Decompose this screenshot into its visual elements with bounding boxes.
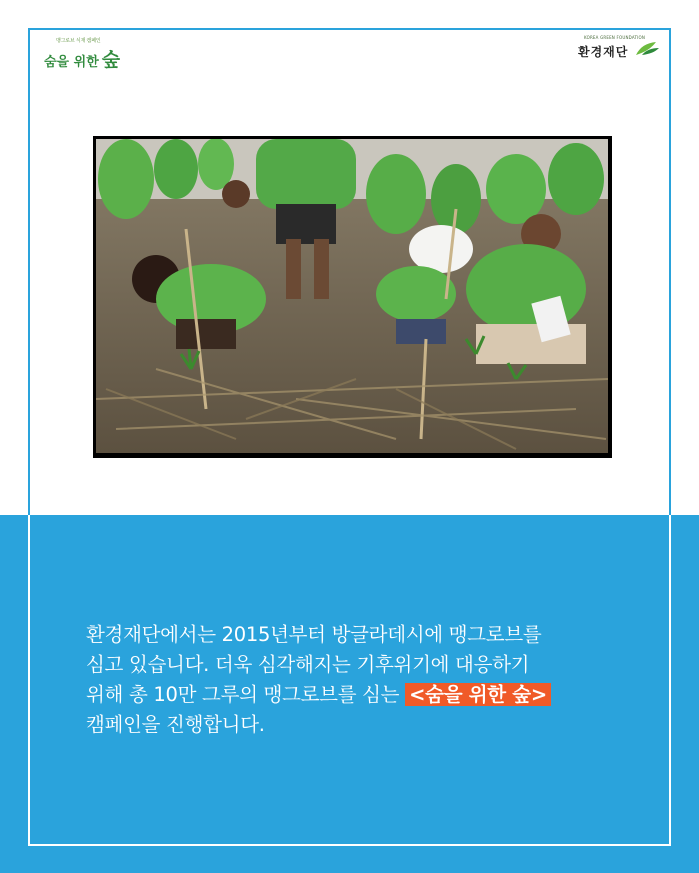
campaign-name-highlight: <숨을 위한 숲> — [405, 683, 551, 706]
org-name-en: KOREA GREEN FOUNDATION — [584, 35, 646, 40]
photo-illustration — [96, 139, 608, 453]
description-line-3 — [86, 680, 646, 710]
description-line-3-prefix: 위해 총 10만 그루의 맹그로브를 심는 — [86, 683, 406, 706]
org-logo — [572, 35, 664, 61]
photo-frame — [93, 136, 612, 458]
description-line-2: 심고 있습니다. 더욱 심각해지는 기후위기에 대응하기 — [86, 653, 530, 676]
org-name: 환경재단 — [578, 45, 629, 59]
campaign-description — [86, 620, 646, 740]
mangrove-planting-photo — [96, 139, 608, 453]
campaign-logo — [44, 37, 134, 71]
campaign-logo-text: 숨을 위한 숲 — [44, 49, 121, 71]
description-line-1: 환경재단에서는 2015년부터 방글라데시에 맹그로브를 — [86, 623, 542, 646]
description-line-4: 캠페인을 진행합니다. — [86, 713, 265, 736]
campaign-tagline: 맹그로브 식재 캠페인 — [56, 38, 101, 44]
leaf-icon — [634, 41, 660, 57]
